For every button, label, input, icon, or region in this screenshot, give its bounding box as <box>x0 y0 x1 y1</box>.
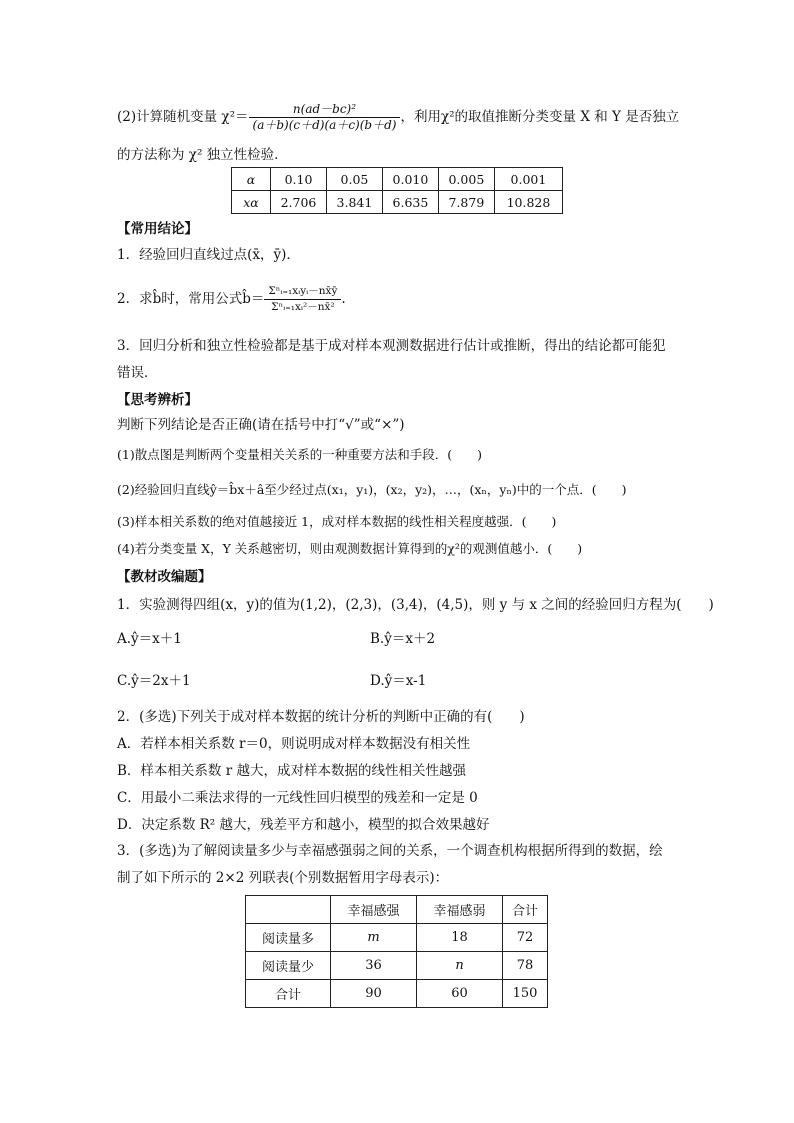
problem-2-option-a: A．若样本相关系数 r＝0，则说明成对样本数据没有相关性 <box>117 736 471 752</box>
table-cell: 0.010 <box>382 168 438 191</box>
table-row <box>246 896 548 924</box>
chi-square-definition <box>117 102 679 133</box>
table-header-cell: 幸福感弱 <box>417 896 503 924</box>
problem-1-option-d: D.ŷ＝x-1 <box>370 673 427 689</box>
fraction-numerator: n(ad－bc)² <box>249 102 401 118</box>
conclusion-2-suffix: . <box>341 291 346 307</box>
table-header-cell <box>246 896 331 924</box>
table-cell: 7.879 <box>438 191 494 214</box>
table-cell: 60 <box>417 980 503 1008</box>
problem-1-stem: 1．实验测得四组(x，y)的值为(1,2)，(2,3)，(3,4)，(4,5)，则 y 与 x 之间的经验回归方程为( ) <box>117 597 714 613</box>
problem-3-stem-line2: 制了如下所示的 2×2 列联表(个别数据暂用字母表示)： <box>117 870 449 886</box>
think-question-2: (2)经验回归直线ŷ＝b̂x＋â至少经过点(x₁，y₁)，(x₂，y₂)，…，(xₙ，yₙ)中的一个点．( ) <box>117 482 627 497</box>
table-cell: 0.001 <box>494 168 562 191</box>
conclusion-3-line2: 错误． <box>117 365 158 381</box>
fraction-denominator: (a＋b)(c＋d)(a＋c)(b＋d) <box>252 118 397 132</box>
table-cell: 2.706 <box>271 191 327 214</box>
table-cell: 150 <box>503 980 548 1008</box>
formula-suffix: ，利用χ²的取值推断分类变量 X 和 Y 是否独立 <box>400 109 680 125</box>
table-cell: 90 <box>331 980 417 1008</box>
problem-1-option-a: A.ŷ＝x＋1 <box>117 631 182 647</box>
critical-value-table <box>231 167 563 214</box>
conclusion-3-line1: 3．回归分析和独立性检验都是基于成对样本观测数据进行估计或推断，得出的结论都可能犯 <box>117 338 666 354</box>
problem-3-stem-line1: 3．(多选)为了解阅读量多少与幸福感强弱之间的关系，一个调查机构根据所得到的数据，绘 <box>117 843 663 859</box>
table-header-cell: 合计 <box>503 896 548 924</box>
problem-2-option-d: D．决定系数 R² 越大，残差平方和越小，模型的拟合效果越好 <box>117 817 490 833</box>
table-cell: xα <box>232 191 271 214</box>
section-heading-textbook: 【教材改编题】 <box>117 569 212 585</box>
table-header-cell: 幸福感强 <box>331 896 417 924</box>
think-prompt: 判断下列结论是否正确(请在括号中打“√”或“×”) <box>117 417 405 433</box>
table-cell: 10.828 <box>494 191 562 214</box>
table-cell: 6.635 <box>382 191 438 214</box>
table-cell: 3.841 <box>326 191 382 214</box>
chi-square-fraction <box>249 102 401 133</box>
formula-prefix: (2)计算随机变量 χ²＝ <box>117 109 249 125</box>
table-cell: 0.05 <box>326 168 382 191</box>
table-cell: 阅读量少 <box>246 952 331 980</box>
table-cell: m <box>331 924 417 952</box>
table-cell: n <box>417 952 503 980</box>
table-row <box>232 168 563 191</box>
problem-1-option-c: C.ŷ＝2x＋1 <box>117 673 191 689</box>
table-row <box>246 980 548 1008</box>
table-cell: 0.10 <box>271 168 327 191</box>
slope-formula-fraction <box>264 284 341 315</box>
table-cell: 18 <box>417 924 503 952</box>
table-row <box>246 952 548 980</box>
table-cell: 合计 <box>246 980 331 1008</box>
table-cell: 36 <box>331 952 417 980</box>
table-cell: 阅读量多 <box>246 924 331 952</box>
problem-2-stem: 2．(多选)下列关于成对样本数据的统计分析的判断中正确的有( ) <box>117 709 525 725</box>
think-question-4: (4)若分类变量 X，Y 关系越密切，则由观测数据计算得到的χ²的观测值越小．( ) <box>117 541 583 556</box>
problem-1-option-b: B.ŷ＝x＋2 <box>370 631 436 647</box>
think-question-3: (3)样本相关系数的绝对值越接近 1，成对样本数据的线性相关程度越强．( ) <box>117 514 557 529</box>
table-row <box>232 191 563 214</box>
table-cell: 72 <box>503 924 548 952</box>
conclusion-2 <box>117 284 346 315</box>
contingency-table <box>245 895 548 1008</box>
fraction-numerator: Σⁿᵢ₌₁xᵢyᵢ－nx̄ȳ <box>264 284 341 300</box>
think-question-1: (1)散点图是判断两个变量相关关系的一种重要方法和手段．( ) <box>117 447 482 462</box>
problem-2-option-b: B．样本相关系数 r 越大，成对样本数据的线性相关性越强 <box>117 763 466 779</box>
table-cell: α <box>232 168 271 191</box>
chi-square-test-name: 的方法称为 χ² 独立性检验． <box>117 147 288 163</box>
table-row <box>246 924 548 952</box>
problem-2-option-c: C．用最小二乘法求得的一元线性回归模型的残差和一定是 0 <box>117 790 478 806</box>
section-heading-think: 【思考辨析】 <box>117 392 198 408</box>
table-cell: 78 <box>503 952 548 980</box>
conclusion-2-prefix: 2．求b̂时，常用公式b̂＝ <box>117 291 265 307</box>
conclusion-1: 1．经验回归直线过点(x̄，ȳ)． <box>117 247 300 263</box>
section-heading-common: 【常用结论】 <box>117 221 198 237</box>
table-cell: 0.005 <box>438 168 494 191</box>
fraction-denominator: Σⁿᵢ₌₁xᵢ²－nx̄² <box>271 301 335 313</box>
